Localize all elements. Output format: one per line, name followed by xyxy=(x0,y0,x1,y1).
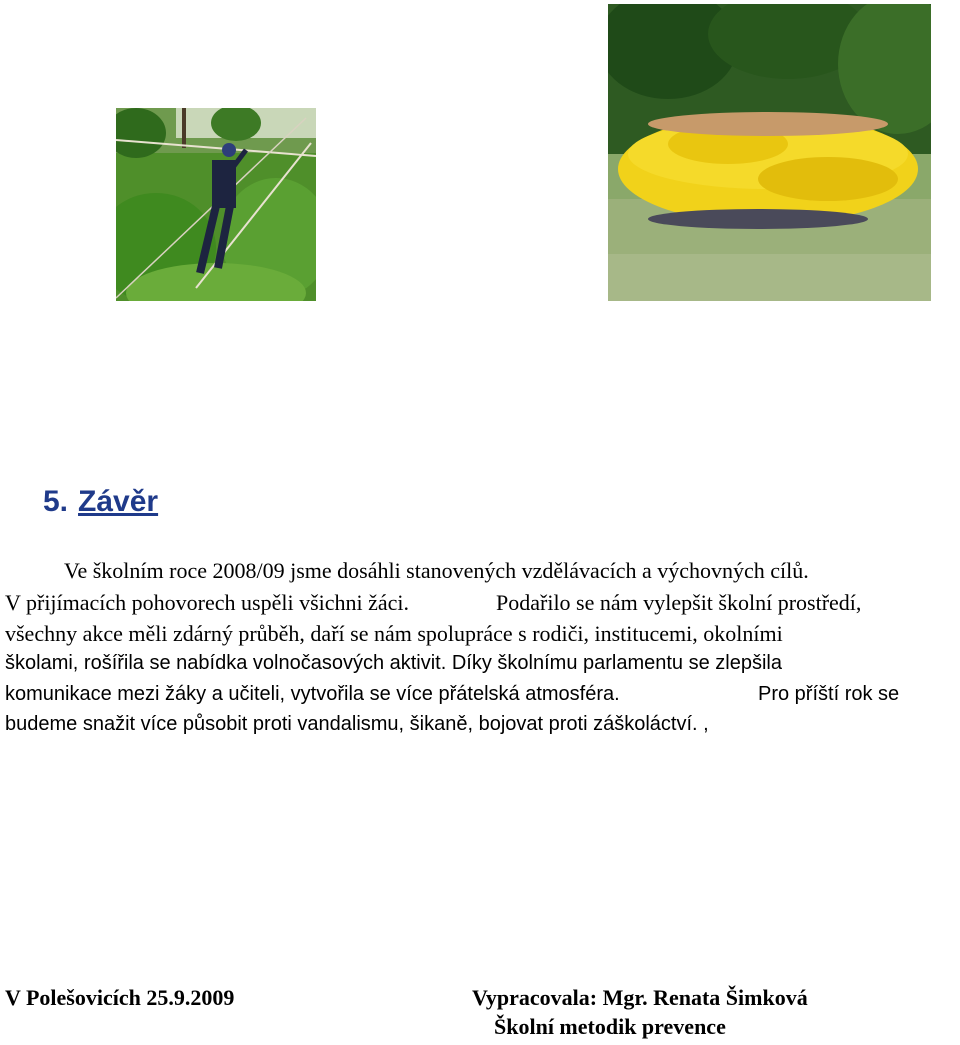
body-line-6: budeme snažit více působit proti vandalismu, šikaně, bojovat proti záškoláctví. , xyxy=(5,713,709,735)
photo-rope-walk xyxy=(116,108,316,301)
photo-group-pupils-image xyxy=(608,4,931,301)
photo-rope-walk-image xyxy=(116,108,316,301)
section-heading xyxy=(43,485,158,519)
section-number: 5. xyxy=(43,485,69,518)
footer-role: Školní metodik prevence xyxy=(494,1014,726,1039)
body-line-1: Ve školním roce 2008/09 jsme dosáhli stanovených vzdělávacích a výchovných cílů. xyxy=(64,558,809,583)
body-line-2a: V přijímacích pohovorech uspěli všichni žáci. xyxy=(5,590,410,615)
body-line-3: všechny akce měli zdárný průběh, daří se nám spolupráce s rodiči, institucemi, okolními xyxy=(5,621,783,646)
body-line-5b: Pro příští rok se xyxy=(758,683,900,705)
body-line-4: školami, rošířila se nabídka volnočasových aktivit. Díky školnímu parlamentu se zlepšila xyxy=(5,652,782,674)
body-line-2b: Podařilo se nám vylepšit školní prostředí, xyxy=(496,590,862,615)
section-title: Závěr xyxy=(78,485,159,518)
footer-place-date: V Polešovicích 25.9.2009 xyxy=(5,985,235,1010)
body-line-5a: komunikace mezi žáky a učiteli, vytvořila se více přátelská atmosféra. xyxy=(5,683,620,705)
footer-author: Vypracovala: Mgr. Renata Šimková xyxy=(472,985,808,1010)
photo-group-pupils xyxy=(608,4,931,301)
